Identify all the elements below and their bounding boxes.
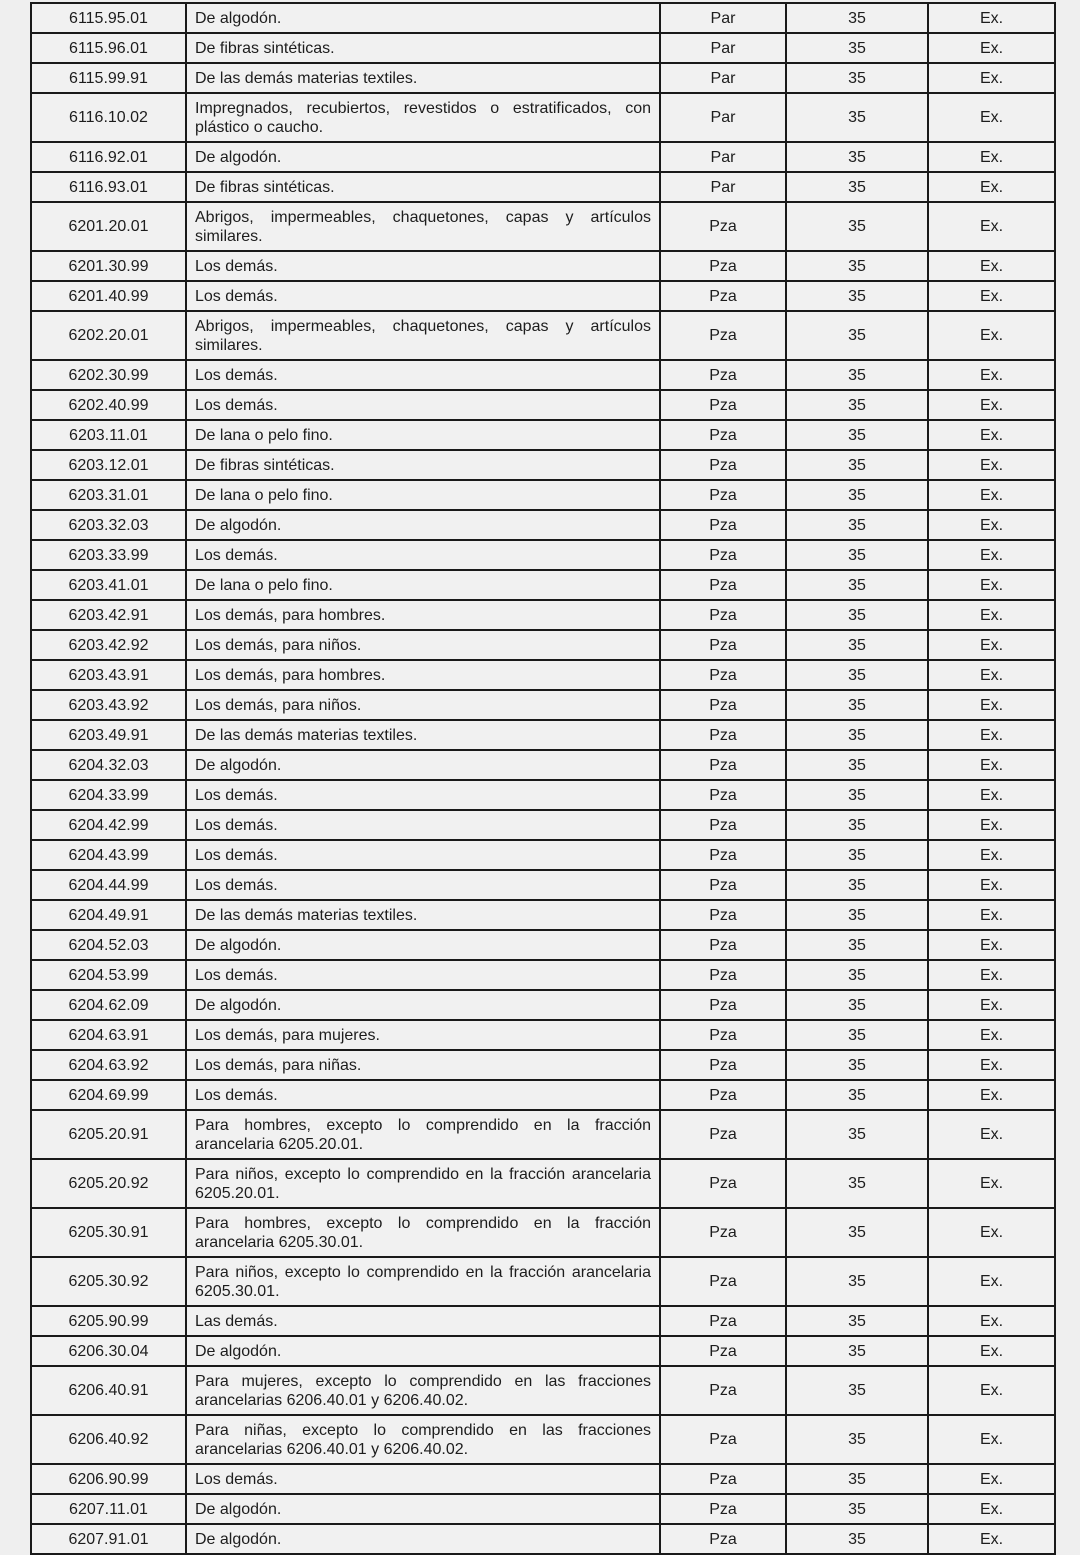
unit-cell: Pza — [660, 900, 786, 930]
duty-cell: 35 — [786, 202, 928, 251]
unit-cell: Pza — [660, 1080, 786, 1110]
unit-cell: Pza — [660, 570, 786, 600]
unit-cell: Pza — [660, 540, 786, 570]
unit-cell: Pza — [660, 480, 786, 510]
unit-cell: Pza — [660, 1110, 786, 1159]
duty-cell: 35 — [786, 1080, 928, 1110]
description-cell: Los demás. — [186, 251, 660, 281]
description-cell: Los demás, para mujeres. — [186, 1020, 660, 1050]
code-cell: 6203.32.03 — [31, 510, 186, 540]
exempt-cell: Ex. — [928, 1464, 1055, 1494]
table-row — [31, 360, 1055, 390]
unit-cell: Pza — [660, 1524, 786, 1554]
exempt-cell: Ex. — [928, 1208, 1055, 1257]
table-row — [31, 390, 1055, 420]
table-row — [31, 1080, 1055, 1110]
description-cell: De algodón. — [186, 3, 660, 33]
description-cell: De algodón. — [186, 1494, 660, 1524]
table-row — [31, 600, 1055, 630]
exempt-cell: Ex. — [928, 1159, 1055, 1208]
description-cell: De las demás materias textiles. — [186, 720, 660, 750]
table-row — [31, 630, 1055, 660]
table-row — [31, 510, 1055, 540]
description-cell: De las demás materias textiles. — [186, 900, 660, 930]
exempt-cell: Ex. — [928, 900, 1055, 930]
table-row — [31, 202, 1055, 251]
duty-cell: 35 — [786, 172, 928, 202]
table-row — [31, 33, 1055, 63]
exempt-cell: Ex. — [928, 570, 1055, 600]
exempt-cell: Ex. — [928, 540, 1055, 570]
description-cell: Los demás. — [186, 390, 660, 420]
table-row — [31, 450, 1055, 480]
code-cell: 6201.20.01 — [31, 202, 186, 251]
code-cell: 6204.33.99 — [31, 780, 186, 810]
duty-cell: 35 — [786, 450, 928, 480]
duty-cell: 35 — [786, 3, 928, 33]
description-cell: De algodón. — [186, 750, 660, 780]
unit-cell: Pza — [660, 1159, 786, 1208]
table-row — [31, 251, 1055, 281]
duty-cell: 35 — [786, 1366, 928, 1415]
exempt-cell: Ex. — [928, 311, 1055, 360]
unit-cell: Pza — [660, 510, 786, 540]
exempt-cell: Ex. — [928, 420, 1055, 450]
code-cell: 6204.32.03 — [31, 750, 186, 780]
exempt-cell: Ex. — [928, 960, 1055, 990]
code-cell: 6116.93.01 — [31, 172, 186, 202]
duty-cell: 35 — [786, 600, 928, 630]
unit-cell: Pza — [660, 1494, 786, 1524]
description-cell: Para mujeres, excepto lo comprendido en las fracciones arancelarias 6206.40.01 y 6206.40.02. — [186, 1366, 660, 1415]
table-row — [31, 142, 1055, 172]
code-cell: 6203.49.91 — [31, 720, 186, 750]
duty-cell: 35 — [786, 930, 928, 960]
unit-cell: Pza — [660, 450, 786, 480]
description-cell: Los demás, para hombres. — [186, 660, 660, 690]
code-cell: 6205.30.92 — [31, 1257, 186, 1306]
code-cell: 6116.92.01 — [31, 142, 186, 172]
table-row — [31, 1208, 1055, 1257]
exempt-cell: Ex. — [928, 202, 1055, 251]
duty-cell: 35 — [786, 900, 928, 930]
table-row — [31, 900, 1055, 930]
exempt-cell: Ex. — [928, 750, 1055, 780]
description-cell: Los demás. — [186, 960, 660, 990]
code-cell: 6115.95.01 — [31, 3, 186, 33]
description-cell: Para niños, excepto lo comprendido en la fracción arancelaria 6205.30.01. — [186, 1257, 660, 1306]
exempt-cell: Ex. — [928, 251, 1055, 281]
description-cell: Los demás. — [186, 1464, 660, 1494]
description-cell: De algodón. — [186, 930, 660, 960]
table-row — [31, 311, 1055, 360]
description-cell: De lana o pelo fino. — [186, 420, 660, 450]
scanned-document-page — [0, 2, 1080, 1550]
description-cell: Para niñas, excepto lo comprendido en las fracciones arancelarias 6206.40.01 y 6206.40.02. — [186, 1415, 660, 1464]
unit-cell: Pza — [660, 251, 786, 281]
table-row — [31, 810, 1055, 840]
duty-cell: 35 — [786, 1464, 928, 1494]
tariff-table — [30, 2, 1056, 1555]
table-row — [31, 870, 1055, 900]
code-cell: 6116.10.02 — [31, 93, 186, 142]
description-cell: Los demás, para niñas. — [186, 1050, 660, 1080]
exempt-cell: Ex. — [928, 630, 1055, 660]
table-row — [31, 930, 1055, 960]
table-row — [31, 1524, 1055, 1554]
duty-cell: 35 — [786, 1208, 928, 1257]
description-cell: Los demás. — [186, 780, 660, 810]
exempt-cell: Ex. — [928, 660, 1055, 690]
duty-cell: 35 — [786, 1257, 928, 1306]
duty-cell: 35 — [786, 1110, 928, 1159]
exempt-cell: Ex. — [928, 1494, 1055, 1524]
exempt-cell: Ex. — [928, 142, 1055, 172]
duty-cell: 35 — [786, 420, 928, 450]
code-cell: 6201.40.99 — [31, 281, 186, 311]
duty-cell: 35 — [786, 780, 928, 810]
code-cell: 6203.12.01 — [31, 450, 186, 480]
unit-cell: Pza — [660, 311, 786, 360]
duty-cell: 35 — [786, 1494, 928, 1524]
description-cell: Para niños, excepto lo comprendido en la fracción arancelaria 6205.20.01. — [186, 1159, 660, 1208]
code-cell: 6204.49.91 — [31, 900, 186, 930]
unit-cell: Pza — [660, 780, 786, 810]
description-cell: Para hombres, excepto lo comprendido en la fracción arancelaria 6205.30.01. — [186, 1208, 660, 1257]
description-cell: Las demás. — [186, 1306, 660, 1336]
description-cell: De algodón. — [186, 1524, 660, 1554]
code-cell: 6203.41.01 — [31, 570, 186, 600]
description-cell: Los demás, para niños. — [186, 690, 660, 720]
exempt-cell: Ex. — [928, 780, 1055, 810]
exempt-cell: Ex. — [928, 720, 1055, 750]
table-row — [31, 1159, 1055, 1208]
duty-cell: 35 — [786, 960, 928, 990]
table-row — [31, 1336, 1055, 1366]
exempt-cell: Ex. — [928, 450, 1055, 480]
unit-cell: Par — [660, 63, 786, 93]
duty-cell: 35 — [786, 311, 928, 360]
duty-cell: 35 — [786, 630, 928, 660]
unit-cell: Pza — [660, 660, 786, 690]
table-row — [31, 720, 1055, 750]
exempt-cell: Ex. — [928, 690, 1055, 720]
exempt-cell: Ex. — [928, 510, 1055, 540]
duty-cell: 35 — [786, 660, 928, 690]
code-cell: 6204.44.99 — [31, 870, 186, 900]
table-row — [31, 1020, 1055, 1050]
table-row — [31, 1415, 1055, 1464]
code-cell: 6201.30.99 — [31, 251, 186, 281]
description-cell: Los demás, para niños. — [186, 630, 660, 660]
duty-cell: 35 — [786, 33, 928, 63]
code-cell: 6115.99.91 — [31, 63, 186, 93]
unit-cell: Pza — [660, 1336, 786, 1366]
description-cell: Los demás. — [186, 810, 660, 840]
exempt-cell: Ex. — [928, 1336, 1055, 1366]
description-cell: Los demás. — [186, 870, 660, 900]
unit-cell: Pza — [660, 1208, 786, 1257]
unit-cell: Pza — [660, 990, 786, 1020]
description-cell: Abrigos, impermeables, chaquetones, capas y artículos similares. — [186, 202, 660, 251]
unit-cell: Pza — [660, 810, 786, 840]
exempt-cell: Ex. — [928, 1524, 1055, 1554]
description-cell: De fibras sintéticas. — [186, 33, 660, 63]
duty-cell: 35 — [786, 750, 928, 780]
unit-cell: Pza — [660, 720, 786, 750]
unit-cell: Pza — [660, 870, 786, 900]
exempt-cell: Ex. — [928, 3, 1055, 33]
unit-cell: Pza — [660, 750, 786, 780]
unit-cell: Pza — [660, 1020, 786, 1050]
tariff-table-body — [31, 3, 1055, 1554]
description-cell: Los demás, para hombres. — [186, 600, 660, 630]
description-cell: Los demás. — [186, 281, 660, 311]
table-row — [31, 420, 1055, 450]
code-cell: 6203.11.01 — [31, 420, 186, 450]
unit-cell: Pza — [660, 930, 786, 960]
exempt-cell: Ex. — [928, 1110, 1055, 1159]
exempt-cell: Ex. — [928, 480, 1055, 510]
table-row — [31, 780, 1055, 810]
unit-cell: Par — [660, 172, 786, 202]
exempt-cell: Ex. — [928, 1306, 1055, 1336]
description-cell: Abrigos, impermeables, chaquetones, capas y artículos similares. — [186, 311, 660, 360]
exempt-cell: Ex. — [928, 1050, 1055, 1080]
unit-cell: Pza — [660, 1366, 786, 1415]
description-cell: Los demás. — [186, 540, 660, 570]
description-cell: De lana o pelo fino. — [186, 480, 660, 510]
code-cell: 6206.30.04 — [31, 1336, 186, 1366]
duty-cell: 35 — [786, 360, 928, 390]
code-cell: 6206.40.92 — [31, 1415, 186, 1464]
description-cell: De las demás materias textiles. — [186, 63, 660, 93]
unit-cell: Pza — [660, 630, 786, 660]
duty-cell: 35 — [786, 480, 928, 510]
duty-cell: 35 — [786, 510, 928, 540]
exempt-cell: Ex. — [928, 600, 1055, 630]
table-row — [31, 172, 1055, 202]
unit-cell: Pza — [660, 360, 786, 390]
table-row — [31, 281, 1055, 311]
code-cell: 6206.90.99 — [31, 1464, 186, 1494]
code-cell: 6203.31.01 — [31, 480, 186, 510]
duty-cell: 35 — [786, 840, 928, 870]
unit-cell: Pza — [660, 840, 786, 870]
code-cell: 6204.43.99 — [31, 840, 186, 870]
table-row — [31, 1110, 1055, 1159]
exempt-cell: Ex. — [928, 1366, 1055, 1415]
exempt-cell: Ex. — [928, 1257, 1055, 1306]
exempt-cell: Ex. — [928, 1080, 1055, 1110]
unit-cell: Pza — [660, 202, 786, 251]
exempt-cell: Ex. — [928, 990, 1055, 1020]
duty-cell: 35 — [786, 570, 928, 600]
duty-cell: 35 — [786, 251, 928, 281]
unit-cell: Par — [660, 33, 786, 63]
exempt-cell: Ex. — [928, 870, 1055, 900]
code-cell: 6203.33.99 — [31, 540, 186, 570]
table-row — [31, 1257, 1055, 1306]
code-cell: 6204.69.99 — [31, 1080, 186, 1110]
exempt-cell: Ex. — [928, 930, 1055, 960]
unit-cell: Pza — [660, 1050, 786, 1080]
unit-cell: Pza — [660, 1464, 786, 1494]
description-cell: De algodón. — [186, 142, 660, 172]
duty-cell: 35 — [786, 1415, 928, 1464]
unit-cell: Pza — [660, 281, 786, 311]
exempt-cell: Ex. — [928, 281, 1055, 311]
table-row — [31, 93, 1055, 142]
duty-cell: 35 — [786, 540, 928, 570]
exempt-cell: Ex. — [928, 810, 1055, 840]
exempt-cell: Ex. — [928, 1415, 1055, 1464]
description-cell: De algodón. — [186, 990, 660, 1020]
duty-cell: 35 — [786, 1050, 928, 1080]
table-row — [31, 3, 1055, 33]
code-cell: 6204.63.91 — [31, 1020, 186, 1050]
description-cell: De algodón. — [186, 510, 660, 540]
unit-cell: Pza — [660, 420, 786, 450]
table-row — [31, 1464, 1055, 1494]
exempt-cell: Ex. — [928, 840, 1055, 870]
code-cell: 6204.52.03 — [31, 930, 186, 960]
table-row — [31, 63, 1055, 93]
description-cell: De fibras sintéticas. — [186, 172, 660, 202]
table-row — [31, 660, 1055, 690]
code-cell: 6204.42.99 — [31, 810, 186, 840]
code-cell: 6202.20.01 — [31, 311, 186, 360]
duty-cell: 35 — [786, 990, 928, 1020]
exempt-cell: Ex. — [928, 360, 1055, 390]
table-row — [31, 1366, 1055, 1415]
code-cell: 6202.40.99 — [31, 390, 186, 420]
table-row — [31, 990, 1055, 1020]
table-row — [31, 690, 1055, 720]
duty-cell: 35 — [786, 1306, 928, 1336]
code-cell: 6205.20.92 — [31, 1159, 186, 1208]
exempt-cell: Ex. — [928, 63, 1055, 93]
exempt-cell: Ex. — [928, 390, 1055, 420]
code-cell: 6205.30.91 — [31, 1208, 186, 1257]
description-cell: De lana o pelo fino. — [186, 570, 660, 600]
code-cell: 6204.53.99 — [31, 960, 186, 990]
duty-cell: 35 — [786, 720, 928, 750]
table-row — [31, 540, 1055, 570]
table-row — [31, 840, 1055, 870]
unit-cell: Pza — [660, 390, 786, 420]
duty-cell: 35 — [786, 1020, 928, 1050]
description-cell: Para hombres, excepto lo comprendido en la fracción arancelaria 6205.20.01. — [186, 1110, 660, 1159]
description-cell: Los demás. — [186, 1080, 660, 1110]
description-cell: Los demás. — [186, 360, 660, 390]
unit-cell: Pza — [660, 1257, 786, 1306]
table-row — [31, 1050, 1055, 1080]
code-cell: 6202.30.99 — [31, 360, 186, 390]
code-cell: 6205.20.91 — [31, 1110, 186, 1159]
table-row — [31, 570, 1055, 600]
exempt-cell: Ex. — [928, 172, 1055, 202]
table-row — [31, 480, 1055, 510]
description-cell: Los demás. — [186, 840, 660, 870]
duty-cell: 35 — [786, 281, 928, 311]
duty-cell: 35 — [786, 142, 928, 172]
unit-cell: Pza — [660, 1306, 786, 1336]
unit-cell: Pza — [660, 690, 786, 720]
duty-cell: 35 — [786, 93, 928, 142]
table-row — [31, 750, 1055, 780]
unit-cell: Par — [660, 3, 786, 33]
description-cell: Impregnados, recubiertos, revestidos o estratificados, con plástico o caucho. — [186, 93, 660, 142]
duty-cell: 35 — [786, 870, 928, 900]
code-cell: 6203.42.92 — [31, 630, 186, 660]
exempt-cell: Ex. — [928, 1020, 1055, 1050]
duty-cell: 35 — [786, 390, 928, 420]
code-cell: 6203.43.92 — [31, 690, 186, 720]
unit-cell: Pza — [660, 600, 786, 630]
unit-cell: Par — [660, 93, 786, 142]
code-cell: 6204.63.92 — [31, 1050, 186, 1080]
duty-cell: 35 — [786, 690, 928, 720]
description-cell: De fibras sintéticas. — [186, 450, 660, 480]
code-cell: 6205.90.99 — [31, 1306, 186, 1336]
table-row — [31, 1494, 1055, 1524]
duty-cell: 35 — [786, 1524, 928, 1554]
table-row — [31, 960, 1055, 990]
unit-cell: Pza — [660, 1415, 786, 1464]
code-cell: 6203.42.91 — [31, 600, 186, 630]
duty-cell: 35 — [786, 1336, 928, 1366]
duty-cell: 35 — [786, 63, 928, 93]
code-cell: 6207.91.01 — [31, 1524, 186, 1554]
duty-cell: 35 — [786, 1159, 928, 1208]
table-row — [31, 1306, 1055, 1336]
description-cell: De algodón. — [186, 1336, 660, 1366]
unit-cell: Pza — [660, 960, 786, 990]
exempt-cell: Ex. — [928, 33, 1055, 63]
exempt-cell: Ex. — [928, 93, 1055, 142]
code-cell: 6206.40.91 — [31, 1366, 186, 1415]
duty-cell: 35 — [786, 810, 928, 840]
code-cell: 6203.43.91 — [31, 660, 186, 690]
code-cell: 6207.11.01 — [31, 1494, 186, 1524]
code-cell: 6115.96.01 — [31, 33, 186, 63]
code-cell: 6204.62.09 — [31, 990, 186, 1020]
unit-cell: Par — [660, 142, 786, 172]
